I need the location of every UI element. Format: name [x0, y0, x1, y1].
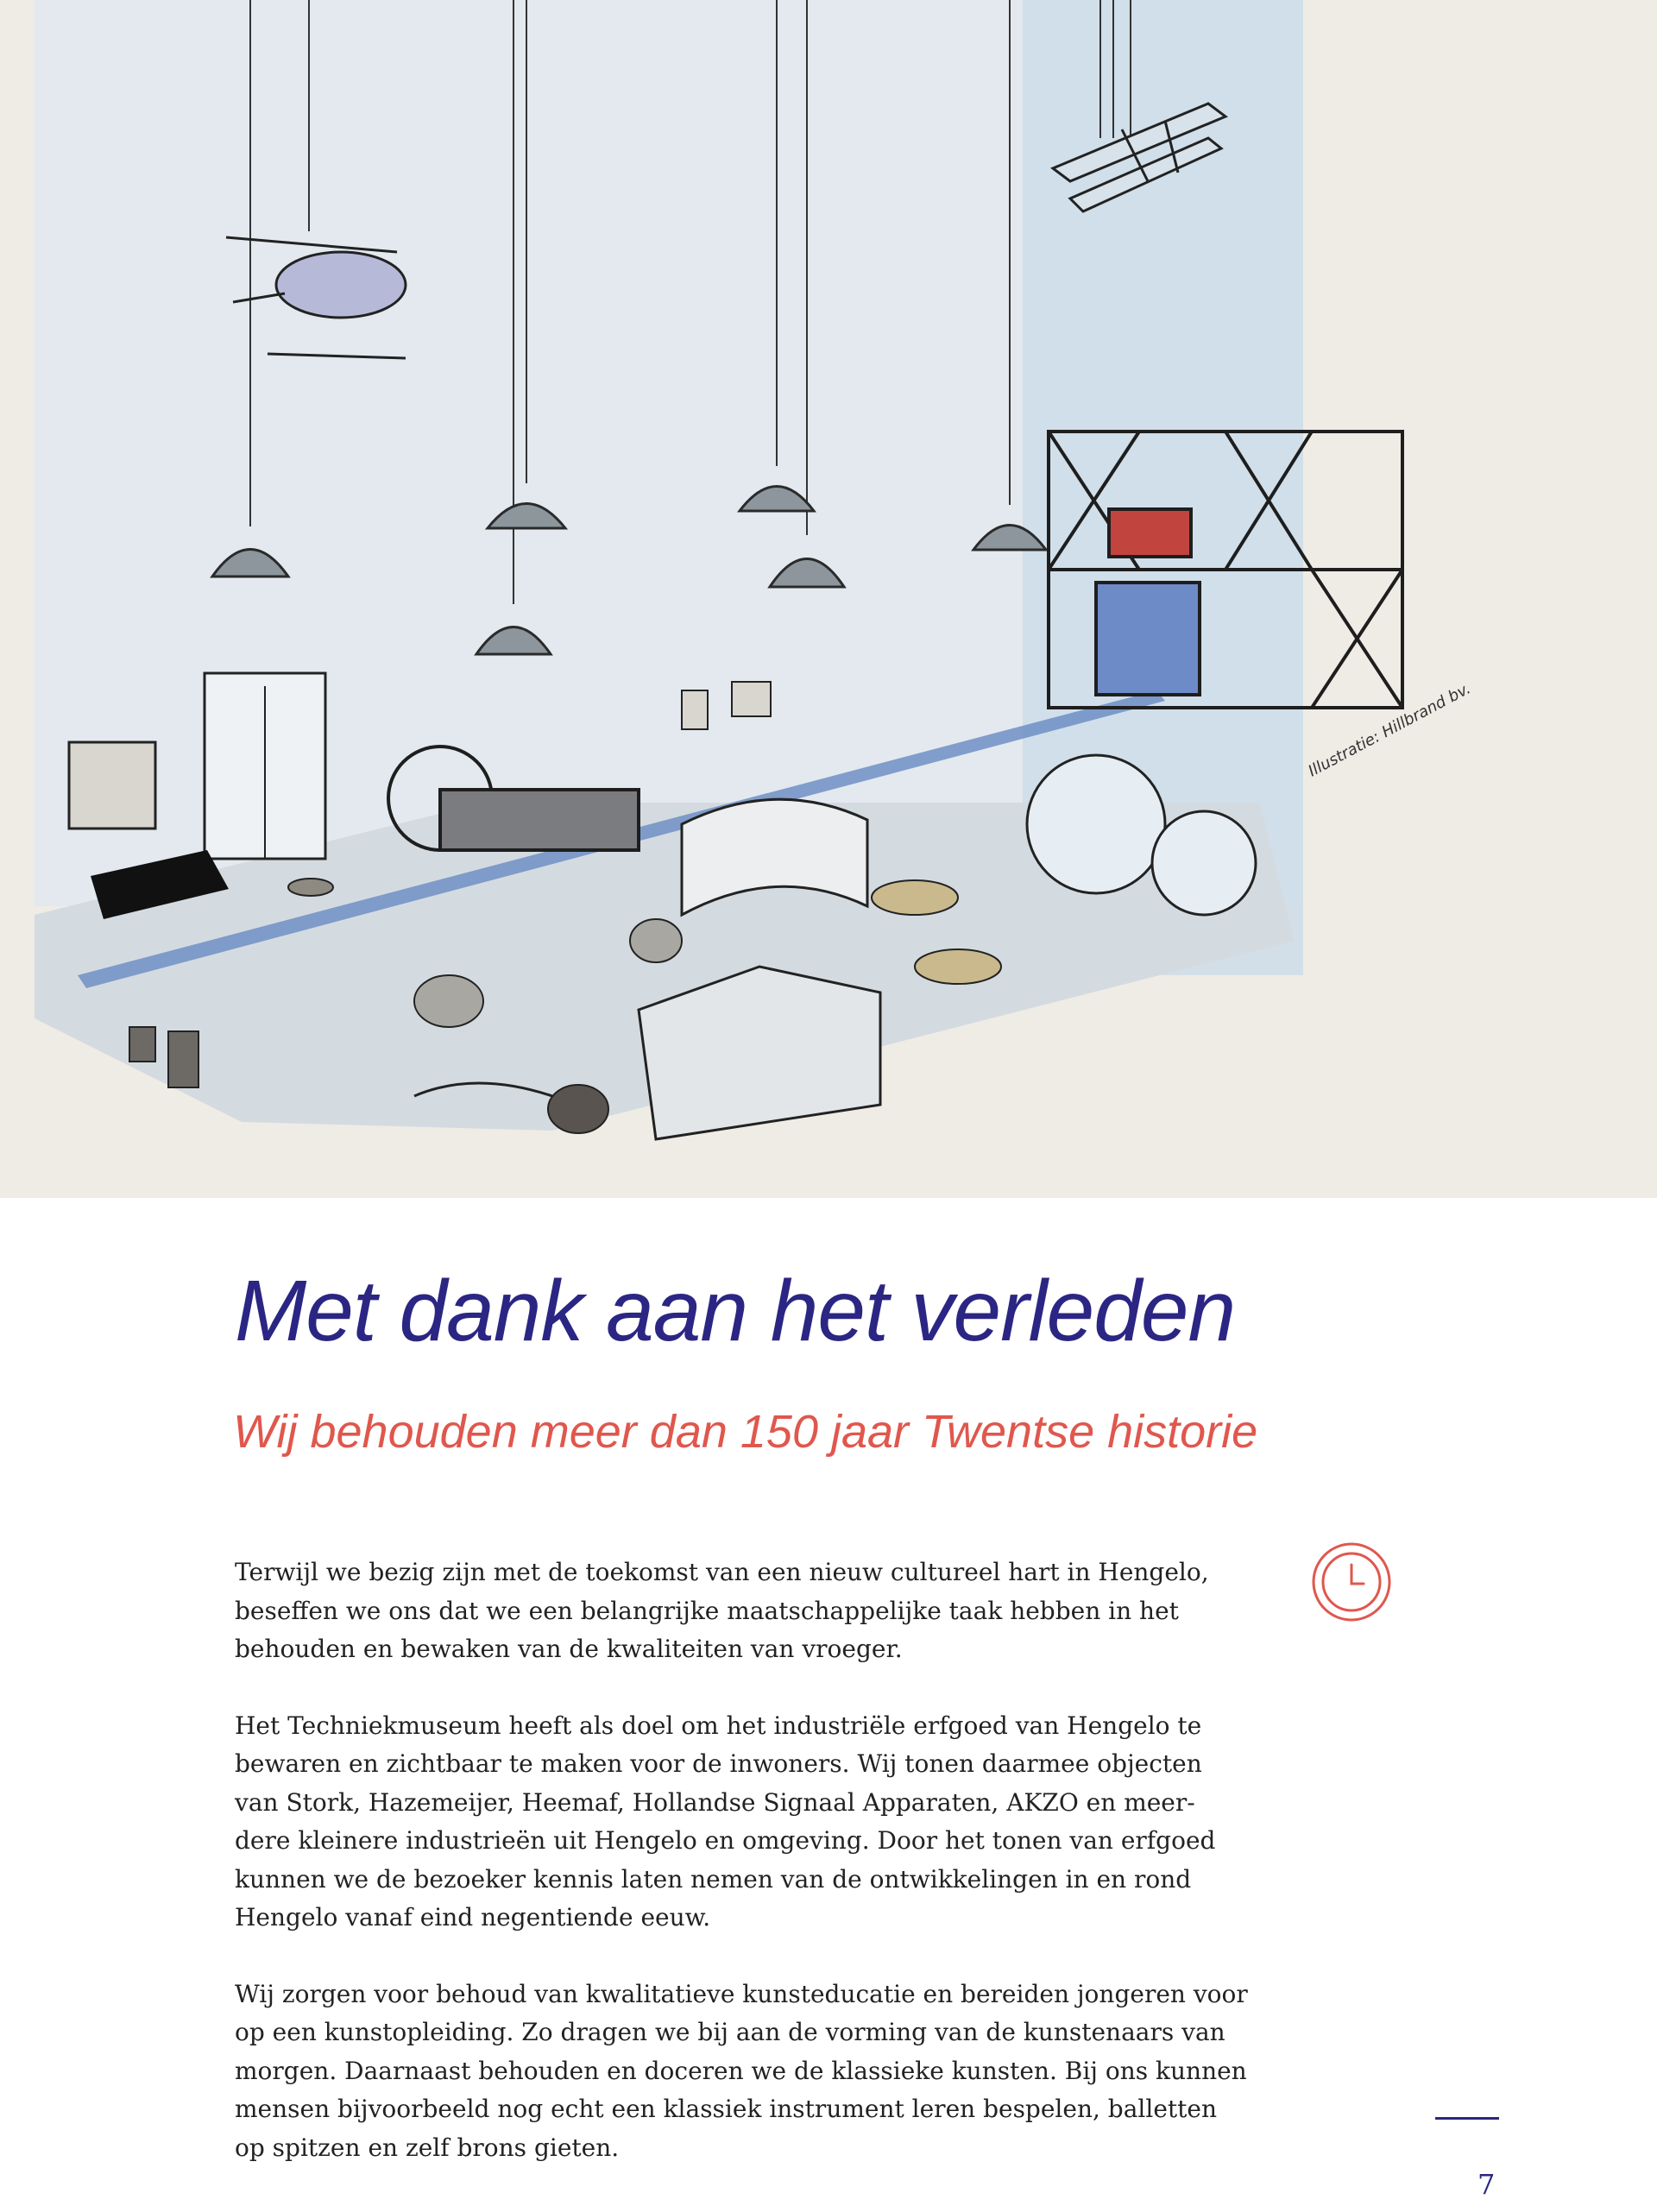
- clock-icon: [1310, 1541, 1393, 1623]
- page-subtitle: Wij behouden meer dan 150 jaar Twentse historie: [233, 1406, 1258, 1458]
- page-number: 7: [1477, 2168, 1496, 2201]
- text-line: mensen bijvoorbeeld nog echt een klassiek instrument leren bespelen, balletten: [235, 2095, 1217, 2123]
- body-text: [235, 1553, 1270, 2205]
- paragraph: [235, 1707, 1270, 1938]
- lounge-chair: [414, 975, 483, 1027]
- sculpture-pedestal: [129, 1027, 155, 1062]
- sculpture-pedestal: [168, 1031, 198, 1087]
- text-line: van Stork, Hazemeijer, Heemaf, Hollandse Signaal Apparaten, AKZO en meer-: [235, 1787, 1195, 1817]
- round-table: [288, 879, 333, 896]
- text-line: dere kleinere industrieën uit Hengelo en omgeving. Door het tonen van erfgoed: [235, 1826, 1216, 1855]
- text-line: op een kunstopleiding. Zo dragen we bij aan de vorming van de kunstenaars van: [235, 2018, 1225, 2046]
- text-line: morgen. Daarnaast behouden en doceren we de klassieke kunsten. Bij ons kunnen: [235, 2056, 1247, 2085]
- round-table: [872, 880, 958, 915]
- text-line: kunnen we de bezoeker kennis laten nemen van de ontwikkelingen in en rond: [235, 1864, 1192, 1894]
- lounge-chair: [630, 919, 682, 962]
- text-line: op spitzen en zelf brons gieten.: [235, 2133, 620, 2162]
- page-title: Met dank aan het verleden: [235, 1263, 1236, 1359]
- text-line: Het Techniekmuseum heeft als doel om het industriële erfgoed van Hengelo te: [235, 1711, 1202, 1740]
- text-line: Hengelo vanaf eind negentiende eeuw.: [235, 1903, 711, 1932]
- text-line: Wij zorgen voor behoud van kwalitatieve kunsteducatie en bereiden jongeren voor: [235, 1979, 1248, 2008]
- text-line: behouden en bewaken van de kwaliteiten van vroeger.: [235, 1635, 903, 1663]
- paragraph: [235, 1553, 1270, 1669]
- wall-painting: [732, 682, 771, 716]
- round-table: [915, 949, 1001, 984]
- illustration-credit: Illustratie: Hillbrand bv.: [1305, 679, 1474, 781]
- round-display-case: [1027, 755, 1165, 893]
- paragraph: [235, 1976, 1270, 2168]
- wall-painting: [69, 742, 155, 829]
- lounge-chair: [548, 1085, 608, 1133]
- text-line: bewaren en zichtbaar te maken voor de inwoners. Wij tonen daarmee objecten: [235, 1749, 1202, 1778]
- footer-rule: [1435, 2117, 1499, 2120]
- round-display-case: [1152, 811, 1256, 915]
- text-line: beseffen we ons dat we een belangrijke maatschappelijke taak hebben in het: [235, 1596, 1179, 1625]
- wall-painting: [682, 690, 708, 729]
- text-line: Terwijl we bezig zijn met de toekomst van een nieuw cultureel hart in Hengelo,: [235, 1558, 1209, 1586]
